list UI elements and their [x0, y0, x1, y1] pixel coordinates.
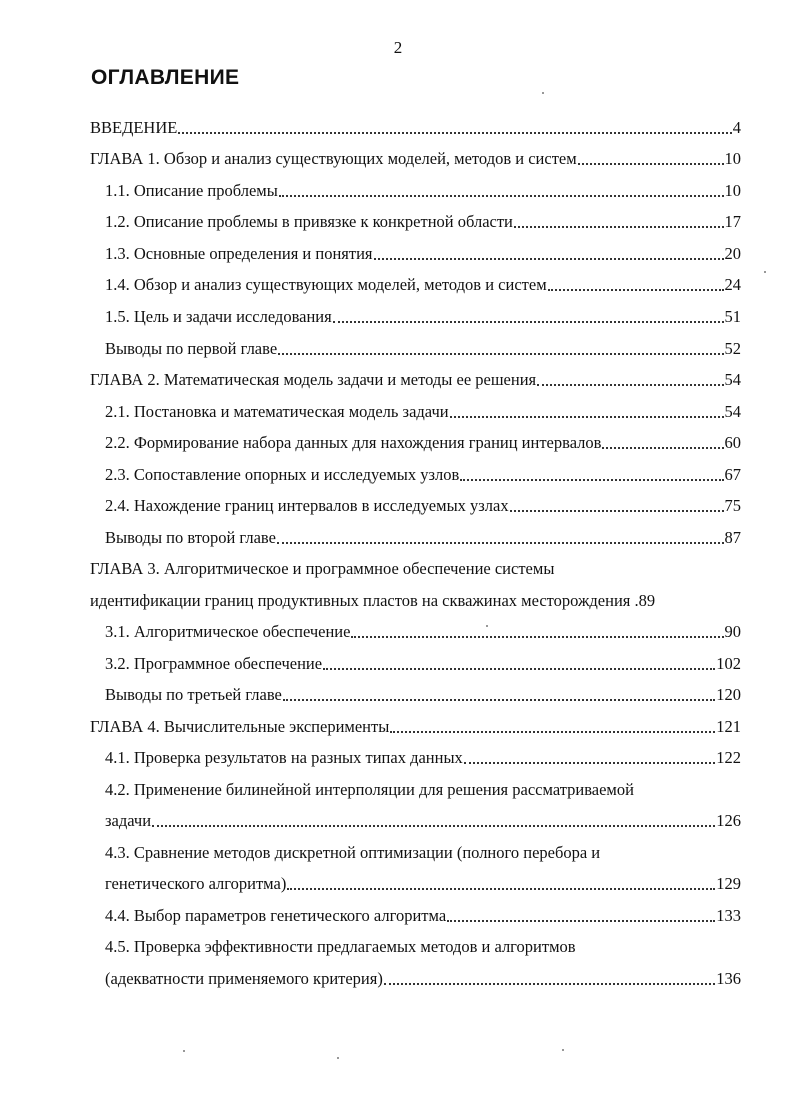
toc-entry-page: 4 — [732, 118, 741, 137]
toc-entry-label: 4.1. Проверка результатов на разных типах данных — [105, 748, 463, 767]
toc-entry-page: 54 — [724, 370, 741, 389]
toc-entry-1-2[interactable] — [105, 209, 741, 235]
toc-entry-page: 24 — [724, 275, 741, 294]
toc-entry-page: 136 — [716, 969, 741, 988]
dot-leader — [390, 730, 715, 733]
toc-entry-page: 120 — [716, 685, 741, 704]
toc-entry-4-4[interactable] — [105, 903, 741, 929]
toc-entry-1-4[interactable] — [105, 272, 741, 298]
toc-entry-label: Выводы по третьей главе — [105, 685, 282, 704]
toc-entry-1-5[interactable] — [105, 304, 741, 330]
toc-entry-3-2[interactable] — [105, 651, 741, 677]
dot-leader — [333, 320, 724, 323]
toc-entry-page: 17 — [724, 212, 741, 231]
toc-entry-3-1[interactable] — [105, 619, 741, 645]
toc-entry-label: 1.1. Описание проблемы — [105, 181, 278, 200]
toc-entry-conclusions-1[interactable] — [105, 336, 741, 362]
toc-entry-label: (адекватности применяемого критерия) — [105, 969, 383, 988]
dot-leader — [537, 383, 723, 386]
toc-entry-label: идентификации границ продуктивных пластов на скважинах месторождения . — [90, 591, 639, 610]
dot-leader — [602, 446, 723, 449]
toc-entry-4-1[interactable] — [105, 745, 741, 771]
scan-speck — [486, 625, 488, 627]
dot-leader — [464, 761, 715, 764]
toc-entry-label: ГЛАВА 1. Обзор и анализ существующих моделей, методов и систем — [90, 149, 577, 168]
toc-entry-chapter-2[interactable] — [90, 367, 741, 393]
dot-leader — [279, 194, 724, 197]
scan-speck — [183, 1050, 185, 1052]
scan-speck — [562, 1049, 564, 1051]
toc-entry-conclusions-2[interactable] — [105, 525, 741, 551]
toc-entry-page: 60 — [724, 433, 741, 452]
toc-entry-chapter-3-cont[interactable] — [90, 588, 741, 614]
dot-leader — [578, 162, 724, 165]
toc-entry-conclusions-3[interactable] — [105, 682, 741, 708]
dot-leader — [514, 225, 724, 228]
dot-leader — [178, 131, 731, 134]
toc-entry-label: 4.3. Сравнение методов дискретной оптимизации (полного перебора и — [105, 843, 601, 862]
toc-entry-label: Выводы по первой главе — [105, 339, 278, 358]
toc-entry-2-1[interactable] — [105, 399, 741, 425]
dot-leader — [152, 824, 715, 827]
toc-entry-label: 1.5. Цель и задачи исследования — [105, 307, 332, 326]
toc-entry-label: ГЛАВА 2. Математическая модель задачи и методы ее решения — [90, 370, 537, 389]
dot-leader — [450, 415, 724, 418]
toc-entry-label: 1.4. Обзор и анализ существующих моделей, методов и систем — [105, 275, 547, 294]
toc-entry-4-3-cont[interactable] — [105, 871, 741, 897]
scan-speck — [542, 92, 544, 94]
toc-entry-page: 52 — [724, 339, 741, 358]
toc-entry-chapter-4[interactable] — [90, 714, 741, 740]
toc-entry-label: задачи — [105, 811, 152, 830]
toc-entry-label: 4.5. Проверка эффективности предлагаемых методов и алгоритмов — [105, 937, 576, 956]
dot-leader — [278, 352, 723, 355]
toc-entry-page: 20 — [724, 244, 741, 263]
dot-leader — [283, 698, 715, 701]
scan-speck — [764, 271, 766, 273]
toc-entry-page: 121 — [716, 717, 741, 736]
toc-entry-label: 1.3. Основные определения и понятия — [105, 244, 373, 263]
toc-entry-page: 122 — [716, 748, 741, 767]
dot-leader — [374, 257, 724, 260]
dot-leader — [351, 635, 723, 638]
toc-entry-page: 89 — [638, 591, 656, 610]
toc-entry-page: 75 — [724, 496, 741, 515]
page-number: 2 — [393, 38, 403, 57]
toc-entry-page: 126 — [716, 811, 741, 830]
toc-entry-2-2[interactable] — [105, 430, 741, 456]
toc-entry-introduction[interactable] — [90, 115, 741, 141]
dot-leader — [548, 288, 724, 291]
dot-leader — [510, 509, 724, 512]
toc-entry-label: 2.4. Нахождение границ интервалов в исследуемых узлах — [105, 496, 509, 515]
toc-entry-page: 67 — [724, 465, 741, 484]
dot-leader — [460, 478, 723, 481]
toc-entry-1-1[interactable] — [105, 178, 741, 204]
toc-entry-label: генетического алгоритма) — [105, 874, 287, 893]
toc-entry-label: 4.2. Применение билинейной интерполяции для решения рассматриваемой — [105, 780, 634, 799]
dot-leader — [287, 887, 715, 890]
toc-entry-2-4[interactable] — [105, 493, 741, 519]
toc-entry-page: 133 — [716, 906, 741, 925]
dot-leader — [277, 541, 724, 544]
toc-entry-label: ГЛАВА 4. Вычислительные эксперименты — [90, 717, 390, 736]
toc-entry-2-3[interactable] — [105, 462, 741, 488]
toc-entry-label: 1.2. Описание проблемы в привязке к конкретной области — [105, 212, 513, 231]
toc-entry-4-3[interactable] — [105, 840, 741, 866]
toc-entry-page: 10 — [724, 149, 741, 168]
scan-speck — [337, 1057, 339, 1059]
toc-entry-4-2-cont[interactable] — [105, 808, 741, 834]
dot-leader — [323, 667, 715, 670]
toc-entry-page: 10 — [724, 181, 741, 200]
toc-entry-chapter-1[interactable] — [90, 146, 741, 172]
toc-entry-page: 90 — [724, 622, 741, 641]
toc-entry-page: 102 — [716, 654, 741, 673]
toc-entry-page: 54 — [724, 402, 741, 421]
toc-entry-page: 129 — [716, 874, 741, 893]
toc-entry-label: 4.4. Выбор параметров генетического алгоритма — [105, 906, 447, 925]
toc-entry-label: 2.3. Сопоставление опорных и исследуемых узлов — [105, 465, 460, 484]
toc-entry-chapter-3[interactable] — [90, 556, 741, 582]
toc-entry-label: 2.1. Постановка и математическая модель задачи — [105, 402, 449, 421]
dot-leader — [447, 919, 715, 922]
toc-entry-page: 51 — [724, 307, 741, 326]
toc-entry-label: ГЛАВА 3. Алгоритмическое и программное обеспечение системы — [90, 559, 555, 578]
toc-entry-label: Выводы по второй главе — [105, 528, 276, 547]
toc-entry-label: 2.2. Формирование набора данных для нахождения границ интервалов — [105, 433, 602, 452]
toc-entry-page: 87 — [724, 528, 741, 547]
dot-leader — [384, 982, 715, 985]
toc-entry-4-2[interactable] — [105, 777, 741, 803]
toc-title: ОГЛАВЛЕНИЕ — [91, 66, 240, 89]
toc-entry-4-5-cont[interactable] — [105, 966, 741, 992]
toc-entry-label: ВВЕДЕНИЕ — [90, 118, 178, 137]
toc-entry-1-3[interactable] — [105, 241, 741, 267]
toc-entry-label: 3.1. Алгоритмическое обеспечение — [105, 622, 351, 641]
toc-entry-label: 3.2. Программное обеспечение — [105, 654, 323, 673]
toc-entry-4-5[interactable] — [105, 934, 741, 960]
